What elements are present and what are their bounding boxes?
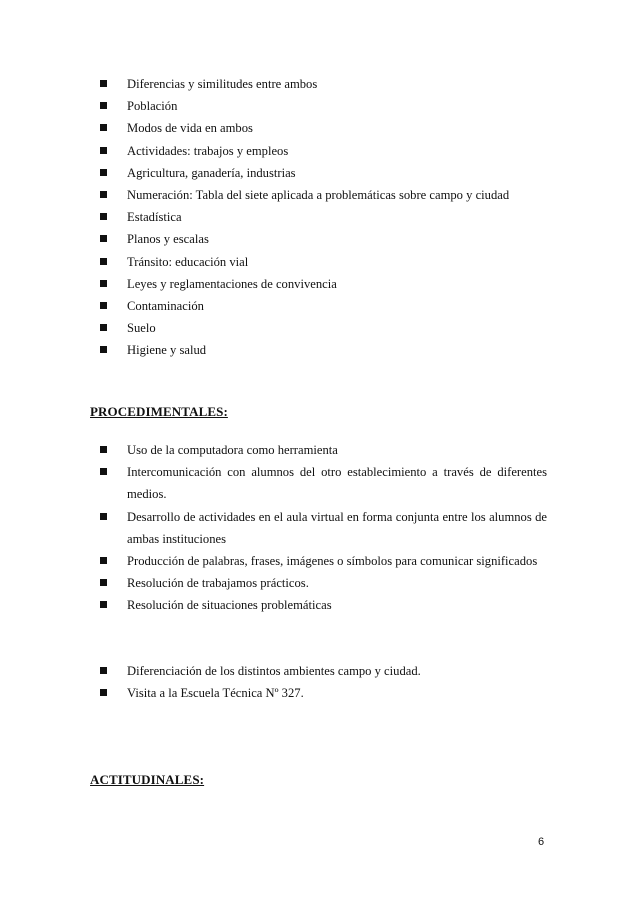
square-bullet-icon [100,258,107,265]
actitudinales-heading: ACTITUDINALES: [90,772,205,787]
square-bullet-icon [100,235,107,242]
list-item: Agricultura, ganadería, industrias [100,162,547,184]
list-item: Visita a la Escuela Técnica Nº 327. [100,682,547,704]
list-item: Uso de la computadora como herramienta [100,439,547,461]
list-item: Suelo [100,317,547,339]
procedimentales-list [100,439,547,617]
list-item: Diferencias y similitudes entre ambos [100,73,547,95]
square-bullet-icon [100,446,107,453]
square-bullet-icon [100,102,107,109]
square-bullet-icon [100,557,107,564]
list-item: Tránsito: educación vial [100,251,547,273]
topics-list [100,73,547,362]
procedimentales-heading: PROCEDIMENTALES: [90,404,228,419]
square-bullet-icon [100,147,107,154]
square-bullet-icon [100,513,107,520]
square-bullet-icon [100,280,107,287]
procedimentales-list-2 [100,660,547,704]
list-item: Resolución de trabajamos prácticos. [100,572,547,594]
square-bullet-icon [100,324,107,331]
list-item: Leyes y reglamentaciones de convivencia [100,273,547,295]
square-bullet-icon [100,302,107,309]
list-item: Diferenciación de los distintos ambientes campo y ciudad. [100,660,547,682]
square-bullet-icon [100,191,107,198]
list-item: Modos de vida en ambos [100,117,547,139]
square-bullet-icon [100,667,107,674]
list-item: Numeración: Tabla del siete aplicada a problemáticas sobre campo y ciudad [100,184,547,206]
square-bullet-icon [100,689,107,696]
list-item: Higiene y salud [100,339,547,361]
square-bullet-icon [100,579,107,586]
square-bullet-icon [100,169,107,176]
page-number: 6 [538,836,545,848]
square-bullet-icon [100,124,107,131]
list-item: Producción de palabras, frases, imágenes o símbolos para comunicar significados [100,550,547,572]
list-item: Intercomunicación con alumnos del otro establecimiento a través de diferentes medios. [100,461,547,505]
list-item: Planos y escalas [100,228,547,250]
square-bullet-icon [100,80,107,87]
square-bullet-icon [100,346,107,353]
square-bullet-icon [100,213,107,220]
list-item: Contaminación [100,295,547,317]
list-item: Población [100,95,547,117]
square-bullet-icon [100,601,107,608]
list-item: Actividades: trabajos y empleos [100,140,547,162]
list-item: Estadística [100,206,547,228]
list-item: Resolución de situaciones problemáticas [100,594,547,616]
square-bullet-icon [100,468,107,475]
list-item: Desarrollo de actividades en el aula virtual en forma conjunta entre los alumnos de ambas instituciones [100,506,547,550]
